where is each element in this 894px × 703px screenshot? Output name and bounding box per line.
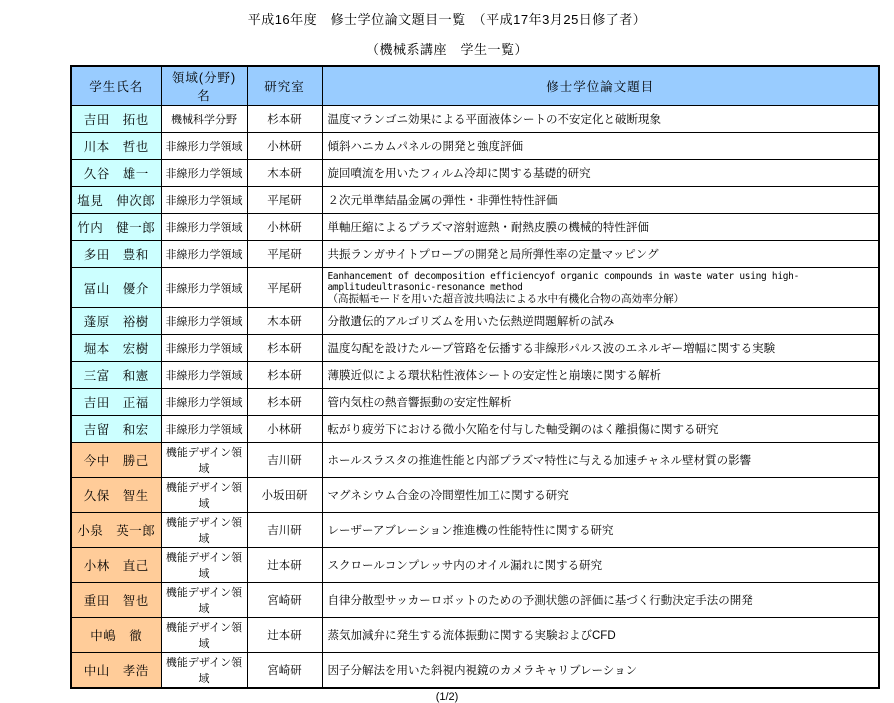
field-cell: 非線形力学領域 — [161, 362, 247, 389]
table-row — [71, 548, 879, 583]
table-row — [71, 335, 879, 362]
thesis-title-cell: 因子分解法を用いた斜視内視鏡のカメラキャリブレーション — [322, 653, 879, 689]
table-header-row — [71, 66, 879, 106]
lab-cell: 宮崎研 — [247, 583, 322, 618]
student-name-cell: 川本 哲也 — [71, 133, 161, 160]
thesis-title-cell: スクロールコンプレッサ内のオイル漏れに関する研究 — [322, 548, 879, 583]
table-row — [71, 653, 879, 689]
field-cell: 非線形力学領域 — [161, 335, 247, 362]
field-cell: 機能デザイン領域 — [161, 513, 247, 548]
thesis-title-english: Eanhancement of decomposition efficiencyof organic compounds in waste water using high-amplitudeultrasonic-resonance method — [327, 270, 799, 293]
table-row — [71, 268, 879, 308]
table-row — [71, 443, 879, 478]
field-cell: 機能デザイン領域 — [161, 478, 247, 513]
lab-cell: 小坂田研 — [247, 478, 322, 513]
lab-cell: 宮崎研 — [247, 653, 322, 689]
field-cell: 機能デザイン領域 — [161, 583, 247, 618]
col-header-lab: 研究室 — [247, 66, 322, 106]
lab-cell: 平尾研 — [247, 268, 322, 308]
thesis-title-cell: ２次元単準結晶金属の弾性・非弾性特性評価 — [322, 187, 879, 214]
thesis-title-cell: 分散遺伝的アルゴリズムを用いた伝熱逆問題解析の試み — [322, 308, 879, 335]
lab-cell: 吉川研 — [247, 443, 322, 478]
lab-cell: 平尾研 — [247, 187, 322, 214]
student-name-cell: 竹内 健一郎 — [71, 214, 161, 241]
table-row — [71, 241, 879, 268]
lab-cell: 辻本研 — [247, 548, 322, 583]
page-number: (1/2) — [435, 691, 459, 703]
table-row — [71, 308, 879, 335]
col-header-thesis-title: 修士学位論文題目 — [322, 66, 879, 106]
thesis-title-cell: マグネシウム合金の冷間塑性加工に関する研究 — [322, 478, 879, 513]
table-row — [71, 160, 879, 187]
student-name-cell: 吉田 正福 — [71, 389, 161, 416]
field-cell: 機械科学分野 — [161, 106, 247, 133]
student-name-cell: 蓬原 裕樹 — [71, 308, 161, 335]
field-cell: 非線形力学領域 — [161, 187, 247, 214]
field-cell: 非線形力学領域 — [161, 268, 247, 308]
table-row — [71, 106, 879, 133]
thesis-title-cell: 薄膜近似による環状粘性液体シートの安定性と崩壊に関する解析 — [322, 362, 879, 389]
field-cell: 非線形力学領域 — [161, 308, 247, 335]
thesis-title-cell: 管内気柱の熱音響振動の安定性解析 — [322, 389, 879, 416]
table-row — [71, 133, 879, 160]
lab-cell: 木本研 — [247, 160, 322, 187]
table-row — [71, 583, 879, 618]
lab-cell: 杉本研 — [247, 362, 322, 389]
student-name-cell: 多田 豊和 — [71, 241, 161, 268]
student-name-cell: 塩見 伸次郎 — [71, 187, 161, 214]
table-body — [71, 106, 879, 689]
student-name-cell: 吉田 拓也 — [71, 106, 161, 133]
lab-cell: 平尾研 — [247, 241, 322, 268]
student-name-cell: 堀本 宏樹 — [71, 335, 161, 362]
field-cell: 非線形力学領域 — [161, 241, 247, 268]
thesis-title-cell: 傾斜ハニカムパネルの開発と強度評価 — [322, 133, 879, 160]
table-row — [71, 618, 879, 653]
thesis-title-table — [70, 65, 880, 689]
field-cell: 機能デザイン領域 — [161, 443, 247, 478]
table-row — [71, 478, 879, 513]
table-row — [71, 362, 879, 389]
student-name-cell: 三富 和憲 — [71, 362, 161, 389]
table-row — [71, 187, 879, 214]
lab-cell: 杉本研 — [247, 106, 322, 133]
lab-cell: 小林研 — [247, 133, 322, 160]
student-name-cell: 中嶋 徹 — [71, 618, 161, 653]
thesis-title-cell: ホールスラスタの推進性能と内部プラズマ特性に与える加速チャネル壁材質の影響 — [322, 443, 879, 478]
table-row — [71, 214, 879, 241]
lab-cell: 杉本研 — [247, 335, 322, 362]
lab-cell: 杉本研 — [247, 389, 322, 416]
lab-cell: 吉川研 — [247, 513, 322, 548]
table-row — [71, 416, 879, 443]
thesis-title-japanese: （高振幅モードを用いた超音波共鳴法による水中有機化合物の高効率分解） — [327, 292, 685, 305]
thesis-title-cell: 自律分散型サッカーロボットのための予測状態の評価に基づく行動決定手法の開発 — [322, 583, 879, 618]
student-name-cell: 今中 勝己 — [71, 443, 161, 478]
student-name-cell: 久保 智生 — [71, 478, 161, 513]
student-name-cell: 冨山 優介 — [71, 268, 161, 308]
student-name-cell: 久谷 雄一 — [71, 160, 161, 187]
page-subtitle: （機械系講座 学生一覧） — [365, 42, 528, 57]
field-cell: 非線形力学領域 — [161, 389, 247, 416]
student-name-cell: 吉留 和宏 — [71, 416, 161, 443]
student-name-cell: 小林 直己 — [71, 548, 161, 583]
col-header-field: 領域(分野)名 — [161, 66, 247, 106]
lab-cell: 木本研 — [247, 308, 322, 335]
student-name-cell: 小泉 英一郎 — [71, 513, 161, 548]
lab-cell: 辻本研 — [247, 618, 322, 653]
field-cell: 機能デザイン領域 — [161, 653, 247, 689]
thesis-title-cell: レーザーアブレーション推進機の性能特性に関する研究 — [322, 513, 879, 548]
student-name-cell: 重田 智也 — [71, 583, 161, 618]
thesis-title-cell: 温度マランゴニ効果による平面液体シートの不安定化と破断現象 — [322, 106, 879, 133]
thesis-title-cell: 蒸気加減弁に発生する流体振動に関する実験およびCFD — [322, 618, 879, 653]
table-row — [71, 389, 879, 416]
thesis-title-cell: 共振ランガサイトプローブの開発と局所弾性率の定量マッピング — [322, 241, 879, 268]
table-row — [71, 513, 879, 548]
page-title: 平成16年度 修士学位論文題目一覧 （平成17年3月25日修了者） — [247, 12, 647, 27]
thesis-title-cell: 転がり疲労下における微小欠陥を付与した軸受鋼のはく離損傷に関する研究 — [322, 416, 879, 443]
field-cell: 機能デザイン領域 — [161, 618, 247, 653]
field-cell: 非線形力学領域 — [161, 214, 247, 241]
field-cell: 非線形力学領域 — [161, 133, 247, 160]
lab-cell: 小林研 — [247, 416, 322, 443]
thesis-title-cell: 旋回噴流を用いたフィルム冷却に関する基礎的研究 — [322, 160, 879, 187]
field-cell: 非線形力学領域 — [161, 416, 247, 443]
col-header-student-name: 学生氏名 — [71, 66, 161, 106]
lab-cell: 小林研 — [247, 214, 322, 241]
thesis-title-cell: 温度勾配を設けたループ管路を伝播する非線形パルス波のエネルギー増幅に関する実験 — [322, 335, 879, 362]
thesis-title-cell: 単軸圧縮によるプラズマ溶射遮熱・耐熱皮膜の機械的特性評価 — [322, 214, 879, 241]
field-cell: 非線形力学領域 — [161, 160, 247, 187]
field-cell: 機能デザイン領域 — [161, 548, 247, 583]
thesis-title-cell — [322, 268, 879, 308]
student-name-cell: 中山 孝浩 — [71, 653, 161, 689]
